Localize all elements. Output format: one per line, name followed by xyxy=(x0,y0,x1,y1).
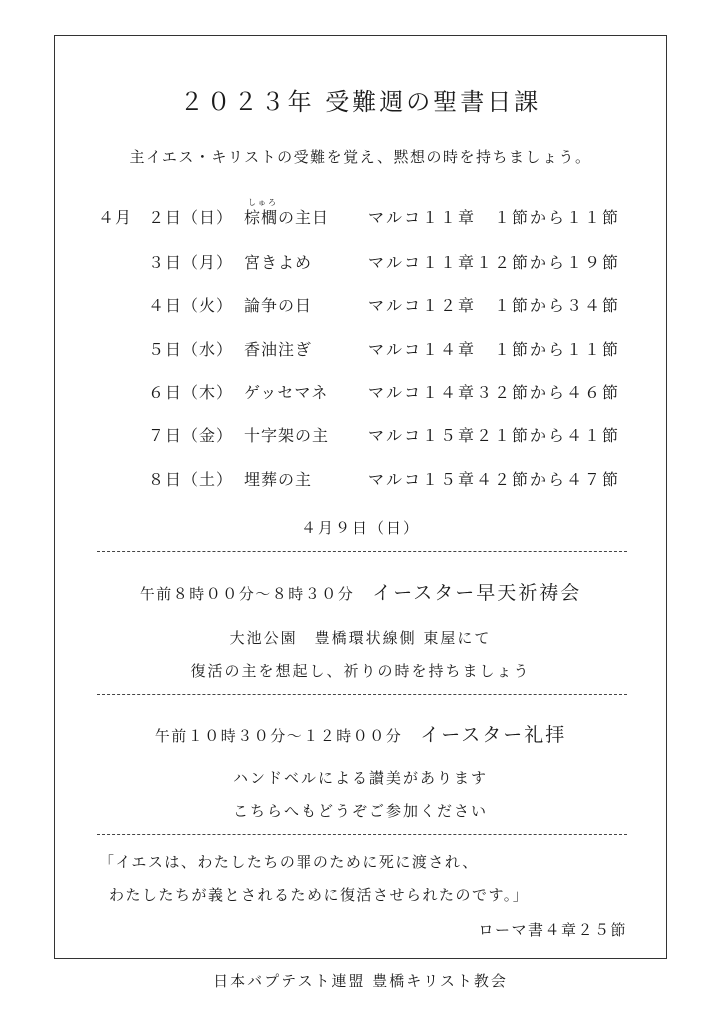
footer-church-name: 日本バプテスト連盟 豊橋キリスト教会 xyxy=(213,972,508,990)
schedule-date: ２日（日） xyxy=(148,208,234,227)
sunrise-service-note: 復活の主を想起し、祈りの時を持ちましょう xyxy=(190,662,531,680)
schedule-event: 棕櫚の主日 xyxy=(244,208,330,227)
worship-service-name: イースター礼拝 xyxy=(420,724,567,746)
schedule-event: 宮きよめ xyxy=(244,253,313,272)
schedule-reading: マルコ１１章 １節から１１節 xyxy=(368,208,621,227)
worship-service-time: 午前１０時３０分～１２時００分 xyxy=(154,727,403,745)
worship-service-line2: こちらへもどうぞご参加ください xyxy=(232,802,488,820)
schedule-event: ゲッセマネ xyxy=(244,383,329,402)
dashed-divider xyxy=(97,694,627,695)
sunrise-service-name: イースター早天祈祷会 xyxy=(372,582,582,604)
schedule-reading: マルコ１５章２１節から４１節 xyxy=(368,426,621,445)
verse-line1: 「イエスは、わたしたちの罪のために死に渡され、 xyxy=(99,853,479,871)
schedule-row xyxy=(0,380,721,404)
schedule-row xyxy=(0,467,721,491)
schedule-reading: マルコ１４章３２節から４６節 xyxy=(368,383,621,402)
schedule-event: 香油注ぎ xyxy=(244,340,313,359)
sunrise-service-time: 午前８時００分～８時３０分 xyxy=(139,585,355,603)
schedule-month: ４月 xyxy=(98,208,133,227)
schedule-row xyxy=(0,293,721,317)
schedule-event: 埋葬の主 xyxy=(244,470,313,489)
verse-line2: わたしたちが義とされるために復活させられたのです。」 xyxy=(109,886,530,904)
easter-date: ４月９日（日） xyxy=(300,519,420,537)
sunrise-service-heading xyxy=(0,578,721,605)
verse-reference: ローマ書４章２５節 xyxy=(478,921,627,939)
worship-service-heading xyxy=(0,720,721,747)
schedule-date: ７日（金） xyxy=(148,426,234,445)
schedule-reading: マルコ１２章 １節から３４節 xyxy=(368,296,621,315)
schedule-date: ８日（土） xyxy=(148,470,234,489)
schedule-row xyxy=(0,423,721,447)
schedule-date: ４日（火） xyxy=(148,296,234,315)
schedule-row xyxy=(0,250,721,274)
ruby-annotation: しゅろ xyxy=(248,198,278,207)
schedule-date: ３日（月） xyxy=(148,253,234,272)
schedule-reading: マルコ１１章１２節から１９節 xyxy=(368,253,621,272)
dashed-divider xyxy=(97,834,627,835)
worship-service-line1: ハンドベルによる讃美があります xyxy=(232,769,488,787)
schedule-reading: マルコ１５章４２節から４７節 xyxy=(368,470,621,489)
schedule-date: ５日（水） xyxy=(148,340,234,359)
page-subtitle: 主イエス・キリストの受難を覚え、黙想の時を持ちましょう。 xyxy=(129,148,592,166)
sunrise-service-location: 大池公園 豊橋環状線側 東屋にて xyxy=(229,629,492,647)
schedule-row xyxy=(0,337,721,361)
schedule-event: 十字架の主 xyxy=(244,426,330,445)
schedule-reading: マルコ１４章 １節から１１節 xyxy=(368,340,621,359)
dashed-divider xyxy=(97,551,627,552)
schedule-event: 論争の日 xyxy=(244,296,313,315)
schedule-date: ６日（木） xyxy=(148,383,234,402)
page-title: ２０２３年 受難週の聖書日課 xyxy=(179,88,542,116)
schedule-row xyxy=(0,205,721,229)
